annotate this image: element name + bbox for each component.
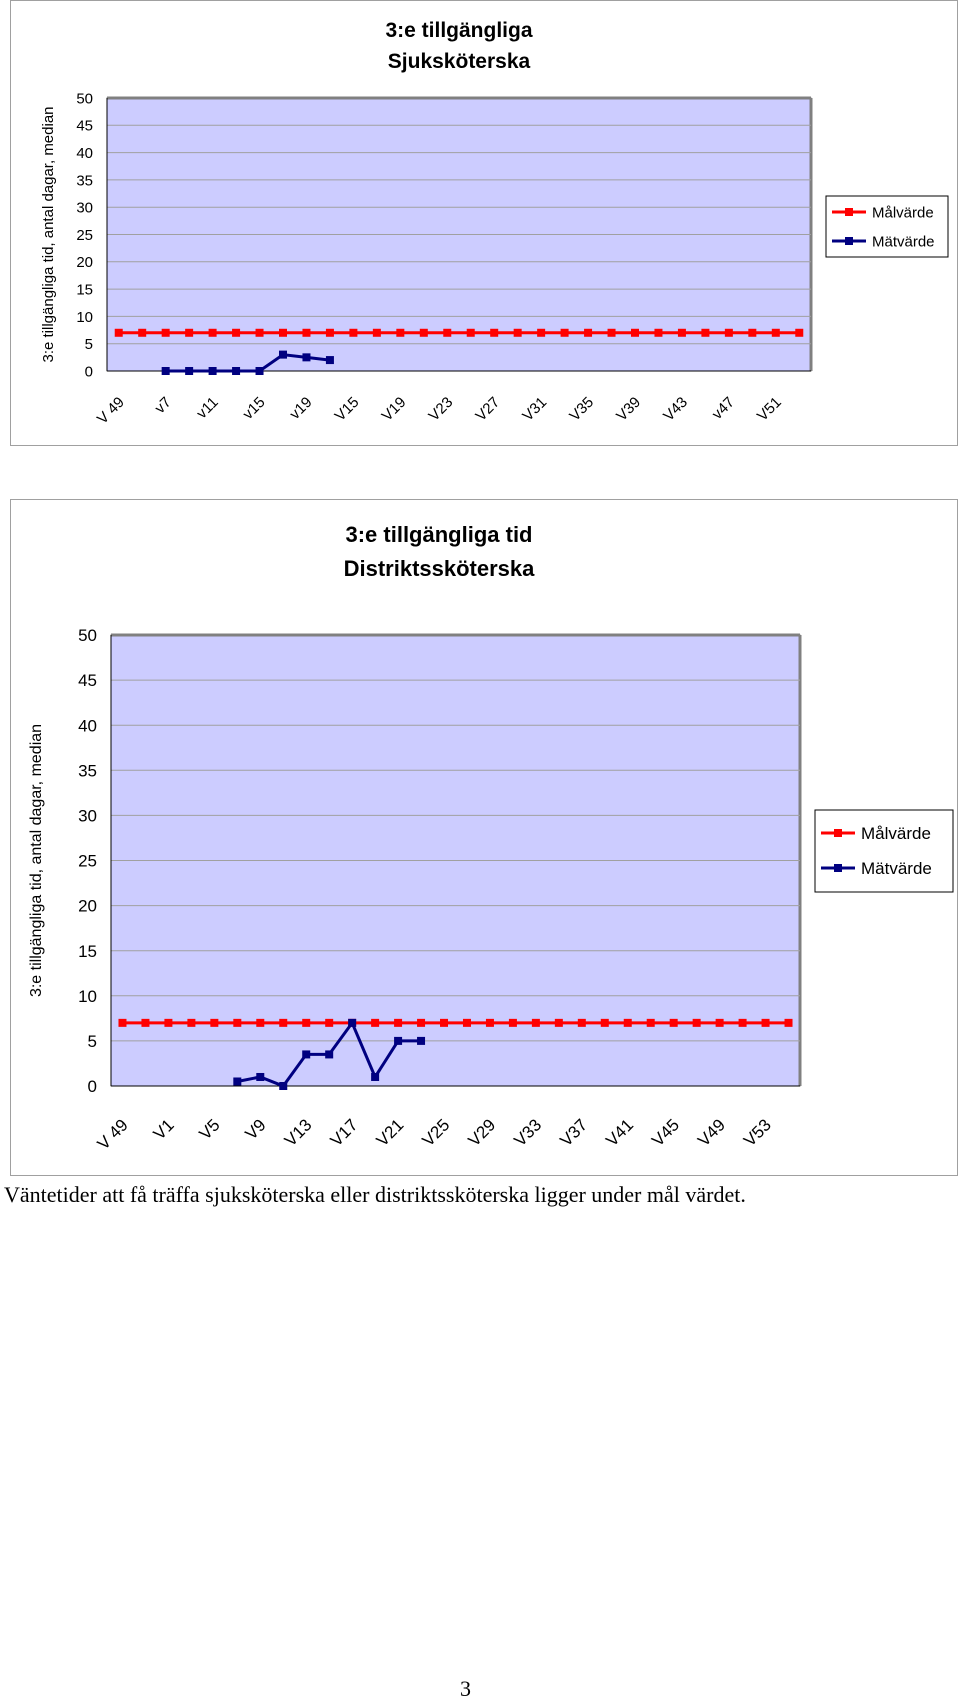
c1-matvarde-point-9: [326, 356, 334, 364]
c1-malvarde-point-20: [584, 329, 592, 337]
c1-matvarde-point-8: [302, 353, 310, 361]
c2-ytick-45: 45: [78, 671, 97, 691]
c1-malvarde-point-2: [162, 329, 170, 337]
c2-title: 3:e tillgängliga tid: [345, 522, 533, 547]
chart-sjukskoterska: [10, 0, 958, 446]
c2-malvarde-point-5: [233, 1019, 241, 1027]
c2-malvarde-point-4: [210, 1019, 218, 1027]
c2-xtick-1: V1: [149, 1115, 178, 1144]
c2-malvarde-point-21: [601, 1019, 609, 1027]
c1-malvarde-point-22: [631, 329, 639, 337]
c1-malvarde-point-13: [420, 329, 428, 337]
c1-malvarde-point-9: [326, 329, 334, 337]
c2-malvarde-point-14: [440, 1019, 448, 1027]
c1-title: 3:e tillgängliga: [385, 19, 533, 42]
c2-xtick-11: V41: [602, 1115, 638, 1151]
chart-distriktsskoterska: [10, 499, 958, 1176]
c1-xtick-5: V15: [331, 393, 363, 425]
c1-subtitle: Sjuksköterska: [387, 50, 531, 73]
c1-malvarde-point-25: [701, 329, 709, 337]
c2-malvarde-point-12: [394, 1019, 402, 1027]
c2-legend: [815, 810, 953, 892]
c2-ytick-15: 15: [78, 941, 97, 961]
c1-malvarde-point-19: [561, 329, 569, 337]
page-number: 3: [460, 1676, 471, 1701]
c2-malvarde-point-6: [256, 1019, 264, 1027]
c1-malvarde-point-0: [115, 329, 123, 337]
c2-malvarde-point-3: [187, 1019, 195, 1027]
c1-xtick-13: v47: [708, 393, 738, 423]
c1-malvarde-point-6: [256, 329, 264, 337]
c2-ytick-20: 20: [78, 896, 97, 916]
c1-legend-malvarde-label: Målvärde: [872, 204, 934, 222]
c2-xtick-5: V17: [326, 1115, 362, 1151]
c1-xtick-4: v19: [286, 393, 316, 423]
c1-matvarde-point-2: [162, 367, 170, 375]
c2-malvarde-point-19: [555, 1019, 563, 1027]
c2-malvarde-point-7: [279, 1019, 287, 1027]
c2-xtick-4: V13: [280, 1115, 316, 1151]
c1-malvarde-point-29: [795, 329, 803, 337]
c2-malvarde-point-22: [624, 1019, 632, 1027]
c1-matvarde-point-5: [232, 367, 240, 375]
c1-xtick-0: V 49: [93, 393, 128, 428]
c1-ytick-10: 10: [76, 308, 93, 326]
c1-ytick-0: 0: [84, 363, 93, 381]
c2-ytick-25: 25: [78, 851, 97, 871]
c1-ytick-40: 40: [76, 145, 93, 162]
c2-malvarde-point-15: [463, 1019, 471, 1027]
c1-ylabel: 3:e tillgängliga tid, antal dagar, median: [40, 106, 57, 363]
c2-xtick-2: V5: [195, 1115, 224, 1144]
c1-xtick-8: V27: [472, 393, 504, 425]
c1-malvarde-point-27: [748, 329, 756, 337]
c1-malvarde-point-15: [467, 329, 475, 337]
c1-malvarde-point-21: [608, 329, 616, 337]
c2-malvarde-point-25: [693, 1019, 701, 1027]
c2-legend-malvarde-marker: [834, 829, 842, 837]
c2-malvarde-point-9: [325, 1019, 333, 1027]
c1-malvarde-point-16: [490, 329, 498, 337]
c1-xtick-9: V31: [519, 393, 551, 425]
c2-matvarde-point-13: [417, 1037, 425, 1045]
chart-distriktsskoterska-svg: [11, 500, 957, 1175]
c1-xtick-2: v11: [193, 393, 222, 423]
c2-xtick-13: V49: [694, 1115, 729, 1151]
c2-legend-matvarde-label: Mätvärde: [861, 859, 932, 879]
c2-ytick-5: 5: [87, 1032, 97, 1052]
c1-ytick-20: 20: [76, 254, 93, 272]
c1-malvarde-point-28: [772, 329, 780, 337]
c1-xtick-11: V39: [613, 393, 645, 425]
c2-ytick-0: 0: [87, 1077, 97, 1097]
c1-malvarde-point-23: [654, 329, 662, 337]
c1-malvarde-point-7: [279, 329, 287, 337]
c2-xtick-9: V33: [510, 1115, 546, 1151]
c2-xtick-7: V25: [418, 1115, 454, 1151]
c2-malvarde-point-1: [141, 1019, 149, 1027]
c2-malvarde-point-28: [762, 1019, 770, 1027]
c2-malvarde-point-18: [532, 1019, 540, 1027]
c2-matvarde-point-8: [302, 1050, 310, 1058]
c2-malvarde-point-24: [670, 1019, 678, 1027]
c1-malvarde-point-17: [514, 329, 522, 337]
c2-malvarde-point-26: [716, 1019, 724, 1027]
c1-malvarde-point-3: [185, 329, 193, 337]
c1-xtick-6: V19: [378, 393, 410, 425]
c2-malvarde-point-27: [739, 1019, 747, 1027]
c2-matvarde-point-9: [325, 1050, 333, 1058]
c2-xtick-8: V29: [464, 1115, 500, 1151]
c2-malvarde-point-13: [417, 1019, 425, 1027]
c2-matvarde-point-11: [371, 1073, 379, 1081]
c1-ytick-25: 25: [76, 226, 93, 244]
c1-malvarde-point-1: [138, 329, 146, 337]
c2-malvarde-point-2: [164, 1019, 172, 1027]
c1-malvarde-point-8: [302, 329, 310, 337]
c1-xtick-1: v7: [151, 393, 175, 418]
c2-xtick-10: V37: [556, 1115, 592, 1151]
c2-xtick-6: V21: [372, 1115, 408, 1151]
c2-ylabel: 3:e tillgängliga tid, antal dagar, median: [28, 723, 45, 998]
c1-xtick-3: v15: [239, 393, 269, 423]
c1-malvarde-point-18: [537, 329, 545, 337]
c2-malvarde-point-16: [486, 1019, 494, 1027]
c1-malvarde-point-14: [443, 329, 451, 337]
c1-ytick-35: 35: [76, 172, 93, 190]
c2-malvarde-point-0: [118, 1019, 126, 1027]
c1-legend-malvarde-marker: [845, 208, 853, 216]
c1-malvarde-point-4: [209, 329, 217, 337]
c1-ytick-45: 45: [76, 117, 93, 135]
c2-ytick-35: 35: [78, 761, 97, 781]
c1-matvarde-point-7: [279, 351, 287, 359]
c1-malvarde-point-5: [232, 329, 240, 337]
c2-ytick-30: 30: [78, 806, 97, 826]
c1-xtick-14: V51: [753, 393, 785, 425]
c1-matvarde-point-3: [185, 367, 193, 375]
c2-legend-matvarde-marker: [834, 864, 842, 872]
c2-xtick-14: V53: [740, 1115, 775, 1151]
c1-malvarde-point-26: [725, 329, 733, 337]
c1-ytick-30: 30: [76, 199, 93, 217]
c1-malvarde-point-10: [349, 329, 357, 337]
c2-xtick-3: V9: [241, 1115, 270, 1144]
c2-matvarde-point-5: [233, 1077, 241, 1085]
c2-matvarde-point-12: [394, 1037, 402, 1045]
c1-malvarde-point-11: [373, 329, 381, 337]
c1-legend-matvarde-marker: [845, 237, 853, 245]
c1-ytick-5: 5: [84, 336, 93, 354]
c2-malvarde-point-23: [647, 1019, 655, 1027]
c2-xtick-0: V 49: [93, 1115, 132, 1154]
c1-xtick-10: V35: [566, 393, 598, 425]
c2-malvarde-point-17: [509, 1019, 517, 1027]
c2-malvarde-point-29: [785, 1019, 793, 1027]
c2-malvarde-point-20: [578, 1019, 586, 1027]
c2-matvarde-point-7: [279, 1082, 287, 1090]
c1-malvarde-point-24: [678, 329, 686, 337]
c2-matvarde-point-6: [256, 1073, 264, 1081]
c2-legend-malvarde-label: Målvärde: [861, 824, 931, 844]
c1-xtick-12: V43: [660, 393, 692, 425]
c1-xtick-7: V23: [425, 393, 457, 425]
c1-ytick-15: 15: [76, 281, 93, 299]
c2-ytick-40: 40: [78, 716, 97, 736]
c2-malvarde-point-11: [371, 1019, 379, 1027]
c2-xtick-12: V45: [648, 1115, 684, 1151]
c2-ytick-10: 10: [78, 986, 97, 1006]
c2-ytick-50: 50: [78, 626, 97, 646]
c1-matvarde-point-6: [256, 367, 264, 375]
c2-malvarde-point-8: [302, 1019, 310, 1027]
c1-ytick-50: 50: [76, 90, 93, 108]
caption: Väntetider att få träffa sjuksköterska eller distriktssköterska ligger under mål värdet.: [4, 1182, 746, 1207]
c1-malvarde-point-12: [396, 329, 404, 337]
chart-sjukskoterska-svg: [11, 1, 957, 445]
c2-subtitle: Distriktssköterska: [343, 556, 535, 581]
c1-matvarde-point-4: [209, 367, 217, 375]
c1-legend-matvarde-label: Mätvärde: [872, 233, 935, 251]
c2-matvarde-point-10: [348, 1019, 356, 1027]
